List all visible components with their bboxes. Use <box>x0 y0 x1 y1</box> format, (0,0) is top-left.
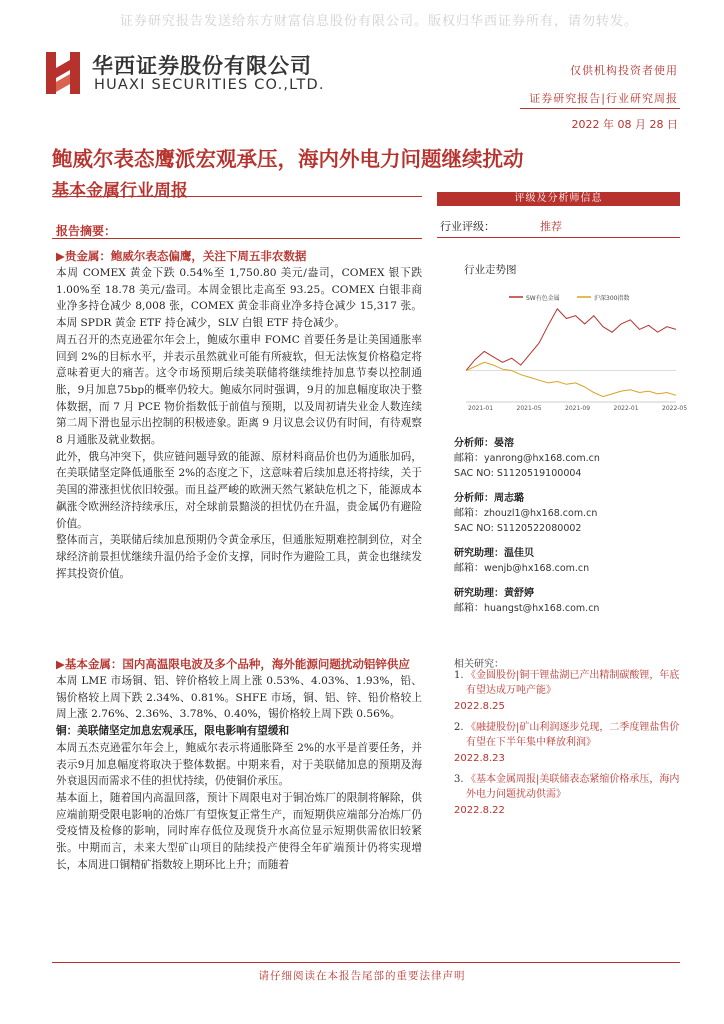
related-num: 1. <box>454 670 464 681</box>
analyst-block <box>454 491 597 536</box>
related-item[interactable] <box>454 772 682 802</box>
series-line <box>466 362 676 396</box>
report-date: 2022 年 08 月 28 日 <box>571 118 678 131</box>
analyst-sac: S1120522080002 <box>496 523 582 534</box>
company-name-cn: 华西证券股份有限公司 <box>92 54 312 78</box>
paragraph: 本周 COMEX 黄金下跌 0.54%至 1,750.80 美元/盎司，COMEX 银下跌 1.00%至 18.78 美元/盎司。本周金银比走高至 93.25。COMEX 白银非商业净多持仓减少 8,008 张，COMEX 黄金非商业净多持仓减少 15,317 张。本周 SPDR 黄金 ETF 持仓减少，SLV 白银 ETF 持仓减少。 <box>56 267 422 330</box>
analyst-sac: S1120519100004 <box>496 468 582 479</box>
legend-label: SW有色金属 <box>526 295 560 302</box>
rating-analyst-header: 评级及分析师信息 <box>437 192 680 206</box>
report-subtitle: 基本金属行业周报 <box>52 181 188 201</box>
rating-divider <box>437 237 680 238</box>
paragraph: 整体而言，美联储后续加息预期仍令黄金承压，但通胀短期难控制到位，对全球经济前景担忧继续升温仍给予金价支撑，同时作为避险工具，黄金也继续发挥其投资价值。 <box>56 534 422 580</box>
related-title[interactable]: 《基本金属周报|美联储表态紧缩价格承压，海内外电力问题扰动供需》 <box>466 774 680 800</box>
paragraph: 本周五杰克逊霍尔年会上，鲍威尔表示将通胀降至 2%的水平是首要任务，并表示9月加息幅度将取决于整体数据。中期来看，对于美联储加息的预期及海外衰退因而需求不佳的担忧持续，仍使铜价承压。 <box>56 741 422 788</box>
related-item[interactable] <box>454 720 682 750</box>
x-tick-label: 2021-01 <box>468 405 494 412</box>
assistant-block <box>454 546 589 576</box>
related-date: 2022.8.25 <box>454 701 505 712</box>
x-tick-label: 2022-01 <box>613 405 639 412</box>
watermark-text: 证券研究报告发送给东方财富信息股份有限公司。版权归华西证券所有，请勿转发。 <box>120 14 639 29</box>
paragraph: 周五召开的杰克逊霍尔年会上，鲍威尔重申 FOMC 首要任务是让美国通胀率回到 2%的目标水平，并表示虽然就业可能有所疲软，但无法恢复价格稳定将意味着更大的痛苦。这令市场预期后续美联储将继续维持加息节奏以控制通胀，9月加息75bp的概率仍较大。鲍威尔同时强调，9月的加息幅度取决于整体数据，而 7 月 PCE 物价指数低于前值与预期，以及周初请失业金人数连续第二周下滑也显示出控制的积极迹象。距离 9 月议息会议仍有时间，有待观察 8 月通胀及就业数据。 <box>56 333 422 447</box>
email-label: 邮箱： <box>454 508 484 519</box>
related-item[interactable] <box>454 668 682 698</box>
x-tick-label: 2022-05 <box>662 405 688 412</box>
related-title[interactable]: 《融捷股份|矿山利润逐步兑现，二季度锂盐售价有望在下半年集中释放利润》 <box>466 722 680 748</box>
base-metals-section <box>56 655 422 873</box>
legend-label: 沪深300指数 <box>594 295 630 302</box>
base-metals-heading: ▶基本金属：国内高温限电波及多个品种，海外能源问题扰动铝锌供应 <box>56 657 410 671</box>
assistant-block <box>454 586 599 616</box>
related-research-label: 相关研究： <box>454 659 504 670</box>
related-research-list <box>454 668 682 824</box>
precious-metals-section <box>56 247 422 582</box>
assistant-email: huangst@hx168.com.cn <box>484 603 600 614</box>
analyst-email: yanrong@hx168.com.cn <box>484 453 600 464</box>
footer-divider <box>52 962 680 963</box>
x-tick-label: 2021-05 <box>516 405 542 412</box>
analyst-block <box>454 436 600 481</box>
abstract-label: 报告摘要： <box>56 224 117 238</box>
trend-chart-svg <box>454 252 688 414</box>
related-title[interactable]: 《金圆股份|铜干锂盐湖已产出精制碳酸锂，年底有望达成万吨产能》 <box>466 670 680 696</box>
industry-trend-chart <box>454 252 688 414</box>
sac-label: SAC NO: <box>454 468 494 479</box>
analyst-email: zhouzl1@hx168.com.cn <box>484 508 598 519</box>
assistant-role: 研究助理： <box>454 548 504 559</box>
rating-label: 行业评级： <box>440 220 495 233</box>
related-date: 2022.8.22 <box>454 805 505 816</box>
related-num: 2. <box>454 722 464 733</box>
paragraph: 基本面上，随着国内高温回落，预计下周限电对于铜冶炼厂的限制将解除，供应端前期受限电影响的冶炼厂有望恢复正常生产，而短期供应端部分冶炼厂仍受疫情及检修的影响，同时库存低位及现货升水高位显示短期供需依旧较紧张。中期而言，未来大型矿山项目的陆续投产使得全年矿端预计仍将实现增长，本周进口铜精矿指数较上期环比上升；而随着 <box>56 791 422 871</box>
email-label: 邮箱： <box>454 563 484 574</box>
precious-metals-heading: ▶贵金属：鲍威尔表态偏鹰，关注下周五非农数据 <box>56 249 307 263</box>
copper-subheading: 铜：美联储坚定加息宏观承压，限电影响有望缓和 <box>56 725 290 738</box>
rating-value: 推荐 <box>540 220 562 233</box>
sac-label: SAC NO: <box>454 523 494 534</box>
analyst-role: 分析师： <box>454 438 494 449</box>
paragraph: 此外，俄乌冲突下，供应链问题导致的能源、原材料商品价也仍为通胀加码，在美联储坚定降低通胀至 2%的态度之下，这意味着后续加息还将持续，关于美国的滞涨担忧依旧较强。而且益严峻的欧洲天然气紧缺危机之下，能源成本飙涨令欧洲经济持续承压，对全球前景黯淡的担忧仍在升温，贵金属仍有避险价值。 <box>56 450 422 530</box>
assistant-name: 黄舒婷 <box>504 588 534 599</box>
x-tick-label: 2021-09 <box>565 405 591 412</box>
assistant-name: 温佳贝 <box>504 548 534 559</box>
assistant-role: 研究助理： <box>454 588 504 599</box>
huaxi-logo-icon <box>46 50 80 96</box>
abstract-divider <box>52 238 422 239</box>
email-label: 邮箱： <box>454 603 484 614</box>
restriction-note: 仅供机构投资者使用 <box>570 64 678 77</box>
report-category: 证券研究报告|行业研究周报 <box>529 92 678 105</box>
header-divider <box>520 108 680 109</box>
paragraph: 本周 LME 市场铜、铝、锌价格较上周上涨 0.53%、4.03%、1.93%，铅、锡价格较上周下跌 2.34%、0.81%。SHFE 市场，铜、铝、锌、铅价格较上周上涨 2.76%、2.36%、3.78%、0.40%，锡价格较上周下跌 0.56%。 <box>56 675 422 721</box>
legal-notice: 请仔细阅读在本报告尾部的重要法律声明 <box>258 970 466 982</box>
email-label: 邮箱： <box>454 453 484 464</box>
related-num: 3. <box>454 774 464 785</box>
chart-title: 行业走势图 <box>464 264 517 276</box>
series-line <box>466 309 676 371</box>
analyst-name: 晏溶 <box>494 438 514 449</box>
title-divider <box>52 196 422 197</box>
related-date: 2022.8.23 <box>454 753 505 764</box>
analyst-role: 分析师： <box>454 493 494 504</box>
analyst-name: 周志璐 <box>494 493 524 504</box>
company-name-en: HUAXI SECURITIES CO.,LTD. <box>94 77 325 93</box>
assistant-email: wenjb@hx168.com.cn <box>484 563 590 574</box>
report-title: 鲍威尔表态鹰派宏观承压，海内外电力问题继续扰动 <box>52 147 524 171</box>
